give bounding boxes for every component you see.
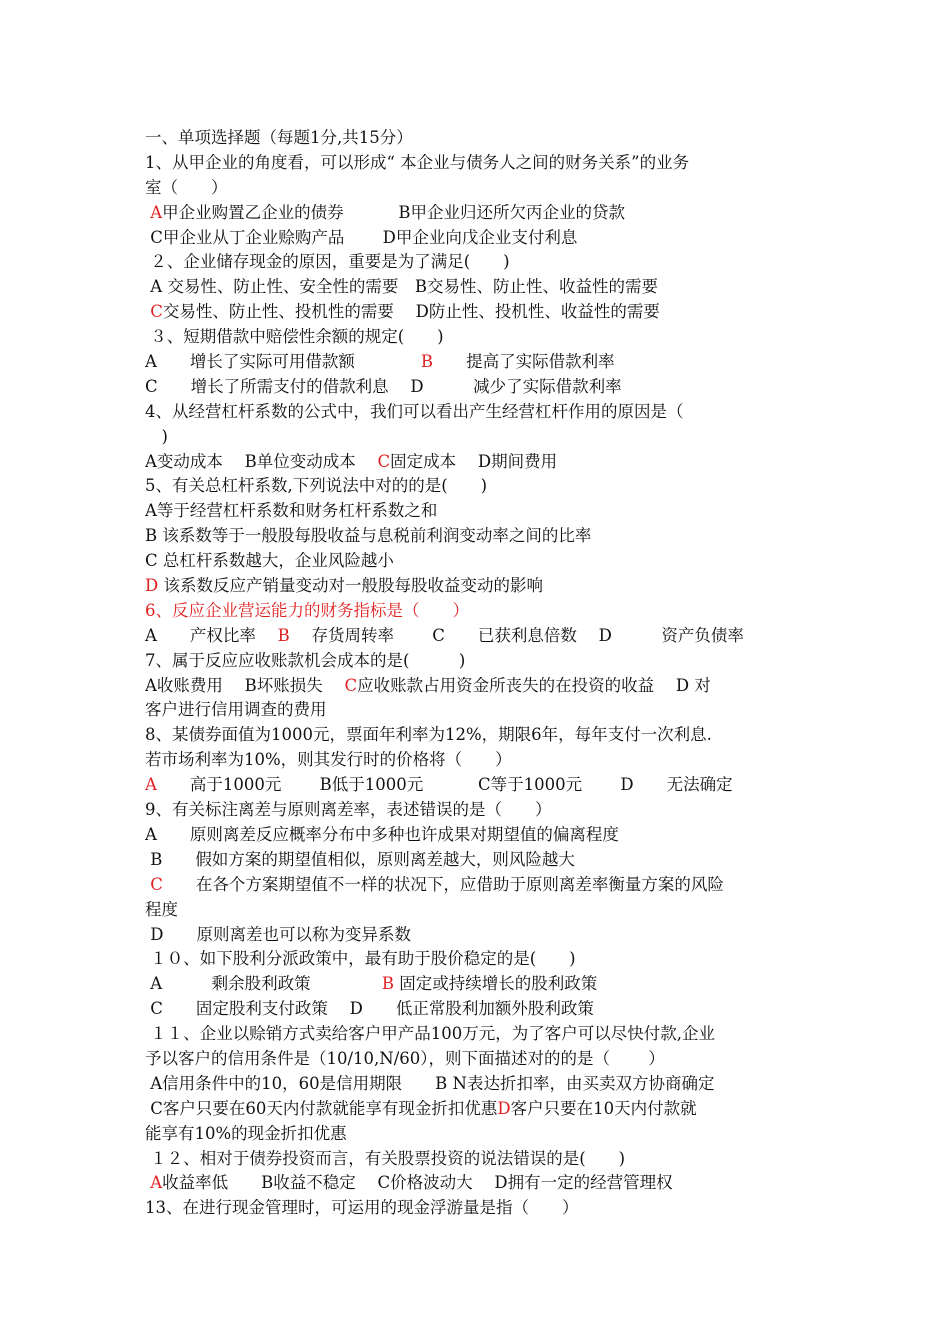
text-line	[145, 1122, 815, 1147]
line-text: 程度	[145, 899, 178, 919]
text-line	[145, 524, 815, 549]
text-line	[145, 748, 815, 773]
line-text: C客户只要在60天内付款就能享有现金折扣优惠	[145, 1098, 498, 1118]
line-text: 若市场利率为10%，则其发行时的价格将（ ）	[145, 750, 512, 770]
text-line	[145, 698, 815, 723]
text-line	[145, 425, 815, 450]
line-text: A信用条件中的10，60是信用期限 B N表达折扣率，由买卖双方协商确定	[145, 1073, 715, 1093]
line-text: １０、如下股利分派政策中，最有助于股价稳定的是( )	[145, 949, 576, 969]
answer-mark: 6、反应企业营运能力的财务指标是（ ）	[145, 600, 469, 620]
text-line	[145, 1147, 815, 1172]
line-text: A收账费用 B坏账损失	[145, 675, 345, 695]
line-text: B 该系数等于一般股每股收益与息税前利润变动率之间的比率	[145, 526, 592, 546]
answer-mark: C	[344, 675, 358, 695]
answer-mark: A	[150, 1173, 163, 1193]
line-text: 4、从经营杠杆系数的公式中，我们可以看出产生经营杠杆作用的原因是（	[145, 401, 684, 421]
text-line	[145, 997, 815, 1022]
line-text: 8、某债券面值为1000元，票面年利率为12%，期限6年，每年支付一次利息.	[145, 725, 712, 745]
text-line	[145, 947, 815, 972]
text-line	[145, 723, 815, 748]
text-line	[145, 450, 815, 475]
text-line	[145, 574, 815, 599]
answer-mark: B	[381, 974, 395, 994]
line-text: 甲企业购置乙企业的债券 B甲企业归还所欠丙企业的贷款	[162, 202, 626, 222]
answer-mark: A	[145, 775, 157, 795]
line-text: 客户只要在10天内付款就	[510, 1098, 697, 1118]
line-text: D 原则离差也可以称为变异系数	[145, 924, 411, 944]
line-text: A 剩余股利政策	[145, 974, 382, 994]
text-line	[145, 898, 815, 923]
text-line	[145, 151, 815, 176]
line-text: 13、在进行现金管理时，可运用的现金浮游量是指（ ）	[145, 1198, 579, 1218]
text-line	[145, 176, 815, 201]
text-line	[145, 599, 815, 624]
answer-mark: B	[277, 625, 290, 645]
line-text: C甲企业从丁企业赊购产品 D甲企业向戊企业支付利息	[145, 227, 578, 247]
line-text: ２、企业储存现金的原因，重要是为了满足( )	[145, 252, 510, 272]
text-line	[145, 499, 815, 524]
text-line	[145, 201, 815, 226]
text-line	[145, 972, 815, 997]
line-text: 存货周转率 C 已获利息倍数 D 资产负债率	[289, 625, 744, 645]
line-text: 7、属于反应应收账款机会成本的是( )	[145, 650, 466, 670]
line-text: B 假如方案的期望值相似，原则离差越大，则风险越大	[145, 849, 575, 869]
text-line	[145, 798, 815, 823]
line-text: A等于经营杠杆系数和财务杠杆系数之和	[145, 501, 438, 521]
text-line	[145, 674, 815, 699]
line-text: C 固定股利支付政策 D 低正常股利加额外股利政策	[145, 999, 594, 1019]
line-text: 应收账款占用资金所丧失的在投资的收益 D 对	[357, 675, 711, 695]
answer-mark: D	[145, 576, 159, 596]
question-list	[145, 126, 815, 1221]
line-text: )	[145, 426, 168, 446]
line-text: 高于1000元 B低于1000元 C等于1000元 D 无法确定	[156, 775, 733, 795]
line-text: 提高了实际借款利率	[433, 352, 615, 372]
text-line	[145, 474, 815, 499]
line-text: 室（ ）	[145, 177, 228, 197]
line-text: A变动成本 B单位变动成本	[145, 451, 378, 471]
text-line	[145, 624, 815, 649]
line-text: A 增长了实际可用借款额	[145, 352, 421, 372]
text-line	[145, 873, 815, 898]
text-line	[145, 226, 815, 251]
line-text: 9、有关标注离差与原则离差率，表述错误的是（ ）	[145, 800, 552, 820]
text-line	[145, 250, 815, 275]
line-text: A 原则离差反应概率分布中多种也许成果对期望值的偏离程度	[145, 824, 619, 844]
line-text: C 增长了所需支付的借款利息 D 减少了实际借款利率	[145, 376, 622, 396]
answer-mark: D	[497, 1098, 511, 1118]
text-line	[145, 1022, 815, 1047]
question-lines	[145, 151, 815, 1221]
text-line	[145, 923, 815, 948]
line-text: C 总杠杆系数越大，企业风险越小	[145, 551, 394, 571]
answer-mark: C	[150, 302, 163, 322]
line-text: 交易性、防止性、投机性的需要 D防止性、投机性、收益性的需要	[162, 302, 660, 322]
text-line	[145, 848, 815, 873]
text-line	[145, 325, 815, 350]
text-line	[145, 823, 815, 848]
line-text: 1、从甲企业的角度看，可以形成“ 本企业与债务人之间的财务关系”的业务	[145, 152, 690, 172]
text-line	[145, 773, 815, 798]
text-line	[145, 549, 815, 574]
line-text: 该系数反应产销量变动对一般股每股收益变动的影响	[158, 576, 543, 596]
line-text: １１、企业以赊销方式卖给客户甲产品100万元，为了客户可以尽快付款,企业	[145, 1024, 715, 1044]
line-text: 客户进行信用调查的费用	[145, 700, 327, 720]
line-text: 收益率低 B收益不稳定 C价格波动大 D拥有一定的经营管理权	[162, 1173, 673, 1193]
text-line	[145, 1196, 815, 1221]
text-line	[145, 1072, 815, 1097]
answer-mark: A	[150, 202, 163, 222]
text-line	[145, 300, 815, 325]
text-line	[145, 1097, 815, 1122]
answer-mark: B	[420, 352, 434, 372]
line-text: 在各个方案期望值不一样的状况下，应借助于原则离差率衡量方案的风险	[162, 874, 724, 894]
text-line	[145, 350, 815, 375]
line-text: １２、相对于债券投资而言，有关股票投资的说法错误的是( )	[145, 1148, 626, 1168]
line-text: 予以客户的信用条件是（10/10,N/60），则下面描述对的的是（ ）	[145, 1048, 665, 1068]
answer-mark: C	[377, 451, 391, 471]
line-text: 固定成本 D期间费用	[390, 451, 558, 471]
line-text: 5、有关总杠杆系数,下列说法中对的的是( )	[145, 476, 488, 496]
line-text: A 产权比率	[145, 625, 278, 645]
text-line	[145, 400, 815, 425]
text-line	[145, 1171, 815, 1196]
line-text: 固定或持续增长的股利政策	[394, 974, 598, 994]
text-line	[145, 375, 815, 400]
text-line	[145, 1047, 815, 1072]
section-heading: 一、单项选择题（每题1分,共15分）	[145, 128, 413, 147]
line-text: A 交易性、防止性、安全性的需要 B交易性、防止性、收益性的需要	[145, 277, 659, 297]
text-line	[145, 649, 815, 674]
line-text: ３、短期借款中赔偿性余额的规定( )	[145, 327, 444, 347]
line-text: 能享有10%的现金折扣优惠	[145, 1123, 347, 1143]
answer-mark: C	[150, 874, 163, 894]
text-line	[145, 275, 815, 300]
